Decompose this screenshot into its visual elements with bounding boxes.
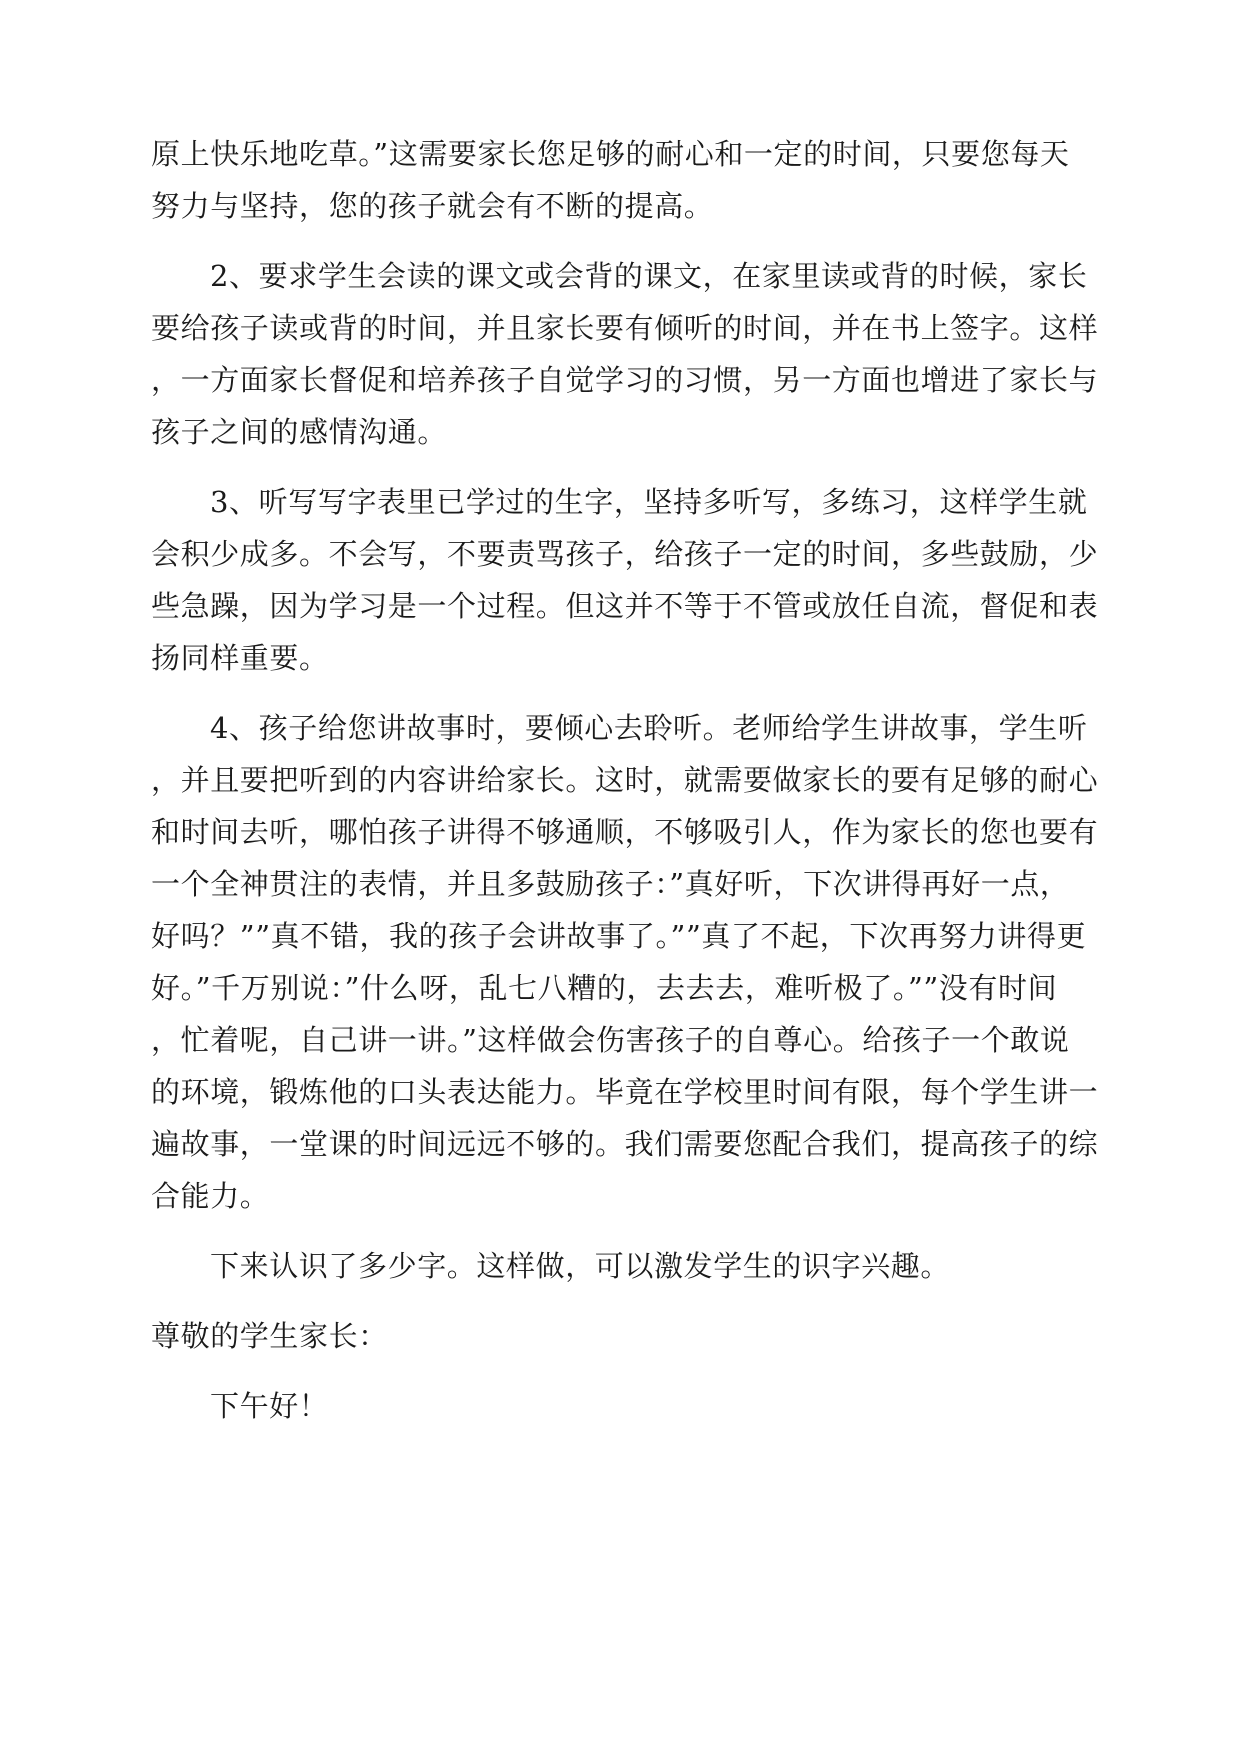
text-line: 原上快乐地吃草。”这需要家长您足够的耐心和一定的时间，只要您每天 [151,137,1070,171]
text-line: 孩子之间的感情沟通。 [151,415,448,449]
paragraph-3-line: 3、听写写字表里已学过的生字，坚持多听写，多练习，这样学生就 [210,485,1088,519]
salutation: 尊敬的学生家长： [151,1319,388,1353]
text-line: 遍故事，一堂课的时间远远不够的。我们需要您配合我们，提高孩子的综 [151,1127,1099,1161]
text-line: 些急躁，因为学习是一个过程。但这并不等于不管或放任自流，督促和表 [151,589,1099,623]
text-line: 一个全神贯注的表情，并且多鼓励孩子：”真好听，下次讲得再好一点， [151,867,1070,901]
text-line: 好吗？””真不错，我的孩子会讲故事了。””真了不起，下次再努力讲得更 [151,919,1087,953]
text-line: 和时间去听，哪怕孩子讲得不够通顺，不够吸引人，作为家长的您也要有 [151,815,1099,849]
paragraph-2-line: 2、要求学生会读的课文或会背的课文，在家里读或背的时候，家长 [210,259,1088,293]
text-line: ，并且要把听到的内容讲给家长。这时，就需要做家长的要有足够的耐心 [151,763,1099,797]
text-line: 努力与坚持，您的孩子就会有不断的提高。 [151,189,714,223]
text-line: 好。”千万别说：”什么呀，乱七八糟的，去去去，难听极了。””没有时间 [151,971,1058,1005]
text-line: 会积少成多。不会写，不要责骂孩子，给孩子一定的时间，多些鼓励，少 [151,537,1099,571]
greeting: 下午好！ [210,1389,329,1423]
text-line: 合能力。 [151,1179,270,1213]
text-line: 扬同样重要。 [151,641,329,675]
text-line: 的环境，锻炼他的口头表达能力。毕竟在学校里时间有限，每个学生讲一 [151,1075,1099,1109]
text-line: 要给孩子读或背的时间，并且家长要有倾听的时间，并在书上签字。这样 [151,311,1099,345]
text-line: ，一方面家长督促和培养孩子自觉学习的习惯，另一方面也增进了家长与 [151,363,1099,397]
paragraph-line: 下来认识了多少字。这样做，可以激发学生的识字兴趣。 [210,1249,951,1283]
text-line: ，忙着呢，自己讲一讲。”这样做会伤害孩子的自尊心。给孩子一个敢说 [151,1023,1070,1057]
paragraph-4-line: 4、孩子给您讲故事时，要倾心去聆听。老师给学生讲故事，学生听 [210,711,1088,745]
